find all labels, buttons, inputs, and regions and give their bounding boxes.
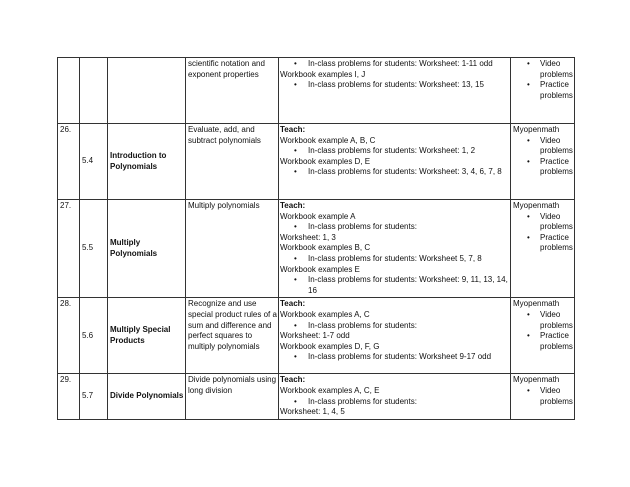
teach-line: Worksheet: 1, 3 bbox=[280, 232, 336, 242]
table-row bbox=[58, 298, 575, 374]
teach-line: Workbook examples A, C, E bbox=[280, 385, 380, 395]
teach-label: Teach: bbox=[280, 125, 306, 134]
teach-bullet-item: • In-class problems for students: Worksheet: 1, 2 bbox=[280, 146, 509, 157]
teach-bullet-item: • In-class problems for students: Worksheet: 1-11 odd bbox=[280, 59, 509, 70]
table-row bbox=[58, 58, 575, 124]
resource-title: Myopenmath bbox=[513, 299, 560, 309]
objective-text: scientific notation and exponent properties bbox=[186, 58, 279, 124]
resources-cell bbox=[511, 374, 575, 419]
section-number: 5.5 bbox=[80, 200, 108, 298]
teach-bullet-item: • In-class problems for students: Worksheet: 9, 11, 13, 14, 16 bbox=[280, 275, 509, 296]
resource-title: Myopenmath bbox=[513, 201, 560, 210]
lesson-number: 29. bbox=[58, 374, 80, 419]
resources-cell bbox=[511, 298, 575, 374]
resources-cell bbox=[511, 124, 575, 200]
lesson-plan-table bbox=[57, 57, 575, 420]
teach-line: Worksheet: 1, 4, 5 bbox=[280, 407, 345, 417]
lesson-title: Multiply Special Products bbox=[108, 298, 186, 374]
resource-item: • Practice problems bbox=[513, 157, 564, 178]
teach-label: Teach: bbox=[280, 299, 306, 309]
teach-line: Workbook examples A, C bbox=[280, 309, 370, 319]
lesson-title bbox=[108, 58, 186, 124]
teach-line: Workbook example A, B, C bbox=[280, 135, 376, 145]
teach-bullet-item: • In-class problems for students: bbox=[280, 321, 509, 332]
section-number: 5.4 bbox=[80, 124, 108, 200]
teach-line: Workbook examples D, F, G bbox=[280, 341, 380, 351]
resource-item: • Practice problems bbox=[513, 331, 564, 352]
teach-line: Workbook examples I, J bbox=[280, 69, 366, 79]
section-number bbox=[80, 58, 108, 124]
teach-label: Teach: bbox=[280, 375, 306, 385]
teach-cell bbox=[279, 200, 511, 298]
teach-cell bbox=[279, 298, 511, 374]
resource-title: Myopenmath bbox=[513, 375, 560, 385]
section-number: 5.6 bbox=[80, 298, 108, 374]
lesson-number: 28. bbox=[58, 298, 80, 374]
lesson-title: Multiply Polynomials bbox=[108, 200, 186, 298]
teach-line: Workbook example A bbox=[280, 211, 356, 221]
teach-line: Workbook examples E bbox=[280, 264, 360, 274]
teach-cell bbox=[279, 58, 511, 124]
lesson-title: Divide Polynomials bbox=[108, 374, 186, 419]
resource-item: • Video problems bbox=[513, 136, 564, 157]
resource-item: • Video problems bbox=[513, 386, 564, 407]
table-row bbox=[58, 200, 575, 298]
teach-bullet-item: • In-class problems for students: bbox=[280, 222, 509, 233]
table-row bbox=[58, 124, 575, 200]
teach-bullet-item: • In-class problems for students: Worksheet 5, 7, 8 bbox=[280, 254, 509, 265]
lesson-title: Introduction to Polynomials bbox=[108, 124, 186, 200]
resource-item: • Video problems bbox=[513, 212, 564, 233]
resource-item: • Practice problems bbox=[513, 233, 564, 254]
resource-item: • Video problems bbox=[513, 310, 564, 331]
teach-bullet-item: • In-class problems for students: Worksheet 9-17 odd bbox=[280, 352, 509, 363]
teach-line: Workbook examples B, C bbox=[280, 243, 371, 253]
teach-bullet-item: • In-class problems for students: Worksheet: 13, 15 bbox=[280, 80, 509, 91]
lesson-number: 26. bbox=[58, 124, 80, 200]
table-row bbox=[58, 374, 575, 419]
resources-cell bbox=[511, 58, 575, 124]
resource-item: • Video problems bbox=[513, 59, 564, 80]
resource-title: Myopenmath bbox=[513, 125, 560, 134]
lesson-number bbox=[58, 58, 80, 124]
teach-bullet-item: • In-class problems for students: bbox=[280, 397, 509, 408]
section-number: 5.7 bbox=[80, 374, 108, 419]
lesson-number: 27. bbox=[58, 200, 80, 298]
objective-text: Recognize and use special product rules of a sum and difference and perfect squares to multiply polynomials bbox=[186, 298, 279, 374]
teach-line: Workbook examples D, E bbox=[280, 156, 371, 166]
objective-text: Evaluate, add, and subtract polynomials bbox=[186, 124, 279, 200]
teach-bullet-item: • In-class problems for students: Worksheet: 3, 4, 6, 7, 8 bbox=[280, 167, 509, 178]
teach-cell bbox=[279, 374, 511, 419]
resource-item: • Practice problems bbox=[513, 80, 564, 101]
teach-cell bbox=[279, 124, 511, 200]
resources-cell bbox=[511, 200, 575, 298]
objective-text: Multiply polynomials bbox=[186, 200, 279, 298]
objective-text: Divide polynomials using long division bbox=[186, 374, 279, 419]
teach-line: Worksheet: 1-7 odd bbox=[280, 331, 350, 341]
teach-label: Teach: bbox=[280, 201, 306, 210]
